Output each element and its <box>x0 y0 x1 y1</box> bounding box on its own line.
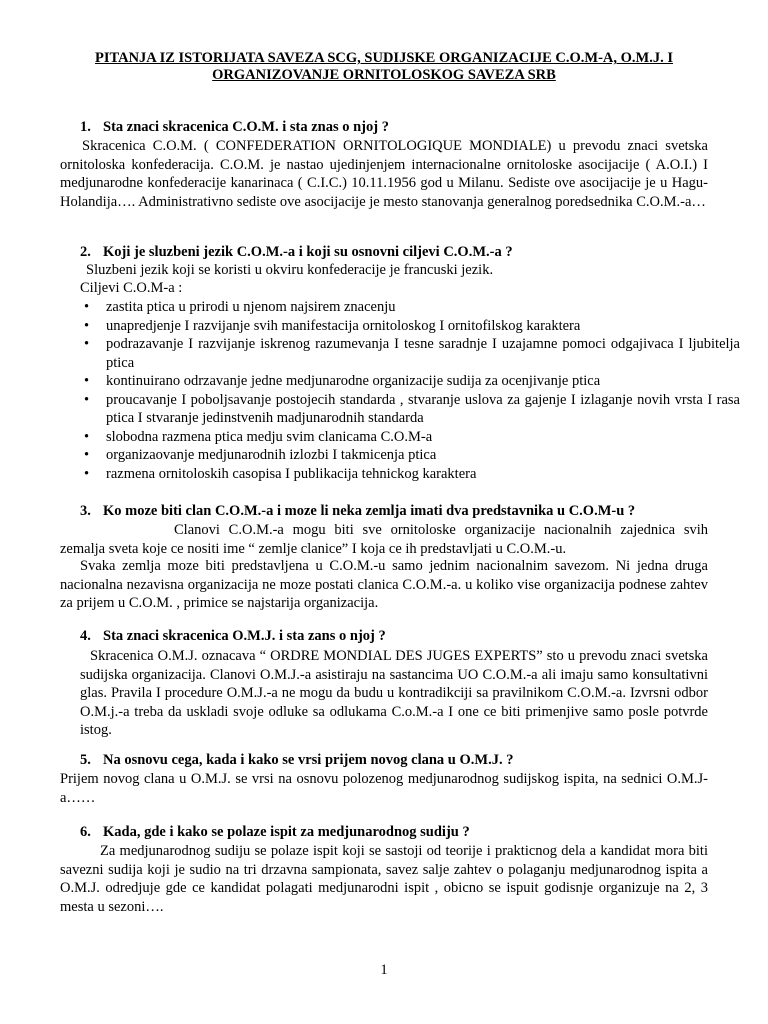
question-text: Koji je sluzbeni jezik C.O.M.-a i koji su osnovni ciljevi C.O.M.-a ? <box>103 244 513 260</box>
answer-3-paragraph-1: Clanovi C.O.M.-a mogu biti sve ornitoloske organizacije nacionalnih zajednica svih zemalja sveta koje ce nositi ime “ zemlje clanice” I koja ce ih predstavljati u C.O.M.-u. <box>60 522 708 557</box>
bullet: • <box>84 299 90 315</box>
answer-6: Za medjunarodnog sudiju se polaze ispit koji se sastoji od teorije i prakticnog dela a kandidat mora biti savezni sudija koji je sudio na tri drzavna sampionata, savez salje zahtev o polaganju medjunarodnog ispita a O.M.J. odredjuje gde ce kandidat polagati medjunarodni ispit , obicno se ispuit godisnje organizuje na 2, 3 mesta u sezoni…. <box>60 843 708 915</box>
list-item: • podrazavanje I razvijanje iskrenog razumevanja I tesne saradnje I uzajamne pomoci odgajivaca I ljubitelja ptica <box>84 336 740 371</box>
question-number: 2. <box>80 244 91 260</box>
question-text: Ko moze biti clan C.O.M.-a i moze li neka zemlja imati dva predstavnika u C.O.M-u ? <box>103 503 636 519</box>
question-text: Kada, gde i kako se polaze ispit za medjunarodnog sudiju ? <box>103 824 470 840</box>
answer-1: Skracenica C.O.M. ( CONFEDERATION ORNITOLOGIQUE MONDIALE) u prevodu znaci svetska ornitoloska konfederacija. C.O.M. je nastao ujedinjenjem internacionalne ornitoloske asocijacije ( A.O.I.) I medjunarodne konfederacije kanarinaca ( C.I.C.) 10.11.1956 god u Milanu. Sediste ove asocijacije je u Hagu- Holandija…. Administrativno sediste ove asocijacije je mesto stanovanja generalnog poredsednika C.O.M.-a… <box>60 138 708 210</box>
question-text: Sta znaci skracenica C.O.M. i sta znas o njoj ? <box>103 119 389 135</box>
question-number: 6. <box>80 824 91 840</box>
goals-list <box>84 298 740 483</box>
list-item: • unapredjenje I razvijanje svih manifestacija ornitoloskog I ornitofilskog karaktera <box>84 317 581 334</box>
answer-3-paragraph-2: Svaka zemlja moze biti predstavljena u C.O.M.-u samo jednim nacionalnim savezom. Ni jedna druga nacionalna nezavisna organizacija ne moze postati clanica C.O.M.-a. u koliko vise organizacija podnese zahtev za prijem u C.O.M. , primice se najstarija organizacija. <box>60 558 708 611</box>
question-6-heading <box>80 824 470 841</box>
list-item: • zastita ptica u prirodi u njenom najsirem znacenju <box>84 299 396 315</box>
answer-2: Sluzbeni jezik koji se koristi u okviru konfederacije je francuski jezik. <box>86 262 494 278</box>
question-5-heading <box>80 752 513 769</box>
question-text: Na osnovu cega, kada i kako se vrsi prijem novog clana u O.M.J. ? <box>103 752 514 768</box>
bullet: • <box>84 391 90 408</box>
question-1-heading <box>80 119 389 136</box>
question-number: 4. <box>80 628 91 644</box>
bullet: • <box>84 336 90 352</box>
question-3-heading <box>80 503 635 520</box>
list-item: • proucavanje I poboljsavanje postojecih standarda , stvaranje uslova za gajenje I izlaganje novih vrsta I rasa ptica I stvaranje jedinstvenih madjunarodnih standarda <box>84 391 740 426</box>
list-item: • kontinuirano odrzavanje jedne medjunarodne organizacije sudija za ocenjivanje ptica <box>84 373 601 389</box>
question-number: 5. <box>80 752 91 768</box>
goals-label: Ciljevi C.O.M-a : <box>80 280 183 296</box>
answer-5: Prijem novog clana u O.M.J. se vrsi na osnovu polozenog medjunarodnog sudijskog ispita, na sednici O.M.J-a…… <box>60 771 708 806</box>
page-title: PITANJA IZ ISTORIJATA SAVEZA SCG, SUDIJSKE ORGANIZACIJE C.O.M-A, O.M.J. I ORGANIZOVANJE ORNITOLOSKOG SAVEZA SRB <box>95 50 673 83</box>
question-2-heading <box>80 244 513 261</box>
list-item: • razmena ornitoloskih casopisa I publikacija tehnickog karaktera <box>84 465 477 482</box>
question-text: Sta znaci skracenica O.M.J. i sta zans o njoj ? <box>103 628 386 644</box>
page-number: 1 <box>380 962 388 978</box>
question-4-heading <box>80 628 386 645</box>
bullet: • <box>84 428 90 445</box>
question-number: 3. <box>80 503 91 519</box>
answer-4: Skracenica O.M.J. oznacava “ ORDRE MONDIAL DES JUGES EXPERTS” sto u prevodu znaci svetska sudijska organizacija. Clanovi O.M.J.-a asistiraju na sastancima UO C.O.M.-a ali imaju samo konsultativni glas. Pravila I procedure O.M.J.-a ne mogu da budu u kontradikciji sa pravilnikom C.O.M.-a. Izvrsni odbor O.M.j.-a treba da uskladi svoje odluke sa odlukama C.o.M.-a I one ce biti primenjive samo posle potvrde istog. <box>80 648 708 738</box>
bullet: • <box>84 317 90 334</box>
bullet: • <box>84 447 90 463</box>
list-item: • slobodna razmena ptica medju svim clanicama C.O.M-a <box>84 428 433 445</box>
question-number: 1. <box>80 119 91 135</box>
bullet: • <box>84 373 90 389</box>
bullet: • <box>84 465 90 482</box>
list-item: • organizaovanje medjunarodnih izlozbi I takmicenja ptica <box>84 447 437 463</box>
